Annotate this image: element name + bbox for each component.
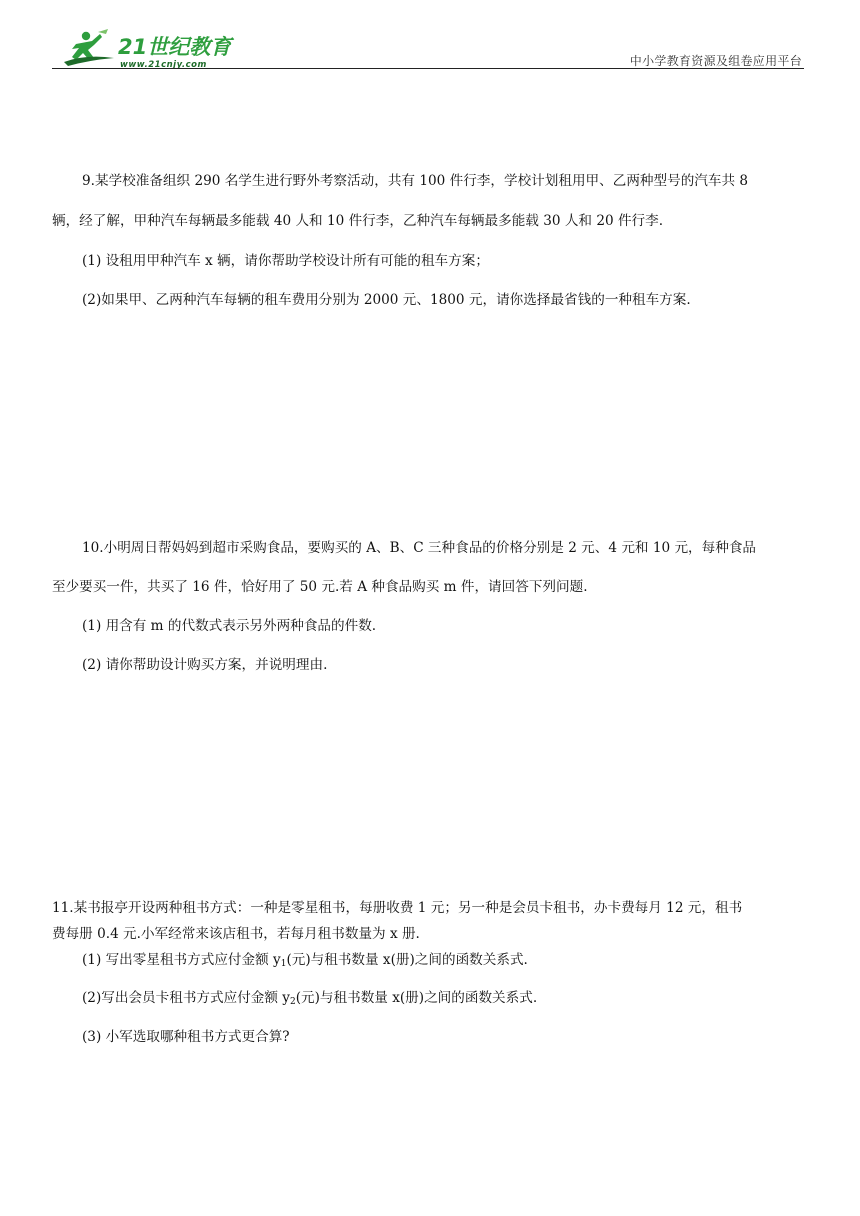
brand-logo bbox=[62, 28, 242, 70]
header-divider bbox=[52, 68, 804, 69]
part-text: (元)与租书数量 x(册)之间的函数关系式. bbox=[295, 990, 538, 1006]
part-text: (1) 写出零星租书方式应付金额 y bbox=[82, 952, 281, 968]
problem-text-line: 11.某书报亭开设两种租书方式：一种是零星租书，每册收费 1 元；另一种是会员卡租书，办卡费每月 12 元，租书 bbox=[52, 900, 743, 916]
brand-main-text: 21世纪教育 bbox=[118, 35, 232, 59]
brand-url-text: www.21cnjy.com bbox=[120, 60, 207, 70]
subscript: 2 bbox=[289, 997, 296, 1007]
problem-text-line: 10.小明周日帮妈妈到超市采购食品，要购买的 A、B、C 三种食品的价格分别是 2 元、4 元和 10 元，每种食品 bbox=[82, 540, 757, 556]
platform-label: 中小学教育资源及组卷应用平台 bbox=[629, 54, 802, 68]
problem-text-line: 费每册 0.4 元.小军经常来该店租书，若每月租书数量为 x 册. bbox=[52, 926, 420, 942]
part-text: (2)写出会员卡租书方式应付金额 y bbox=[82, 990, 290, 1006]
problem-part: (2) 请你帮助设计购买方案，并说明理由. bbox=[82, 657, 328, 673]
page-header bbox=[52, 28, 802, 70]
problem-part bbox=[82, 989, 537, 1011]
problem-text-line: 至少要买一件，共买了 16 件，恰好用了 50 元.若 A 种食品购买 m 件，请回答下列问题. bbox=[52, 579, 588, 595]
problem-part bbox=[82, 951, 528, 973]
subscript: 1 bbox=[280, 959, 287, 969]
problem-text-line: 辆，经了解，甲种汽车每辆最多能载 40 人和 10 件行李，乙种汽车每辆最多能载 30 人和 20 件行李. bbox=[52, 213, 664, 229]
runner-icon bbox=[64, 29, 114, 66]
problem-text-line: 9.某学校准备组织 290 名学生进行野外考察活动，共有 100 件行李，学校计划租用甲、乙两种型号的汽车共 8 bbox=[82, 173, 749, 189]
problem-part: (1) 设租用甲种汽车 x 辆，请你帮助学校设计所有可能的租车方案； bbox=[82, 253, 489, 269]
problem-part: (3) 小军选取哪种租书方式更合算? bbox=[82, 1029, 290, 1045]
problem-part: (1) 用含有 m 的代数式表示另外两种食品的件数. bbox=[82, 618, 377, 634]
part-text: (元)与租书数量 x(册)之间的函数关系式. bbox=[286, 952, 528, 968]
problem-part: (2)如果甲、乙两种汽车每辆的租车费用分别为 2000 元、1800 元，请你选择最省钱的一种租车方案. bbox=[82, 292, 691, 308]
